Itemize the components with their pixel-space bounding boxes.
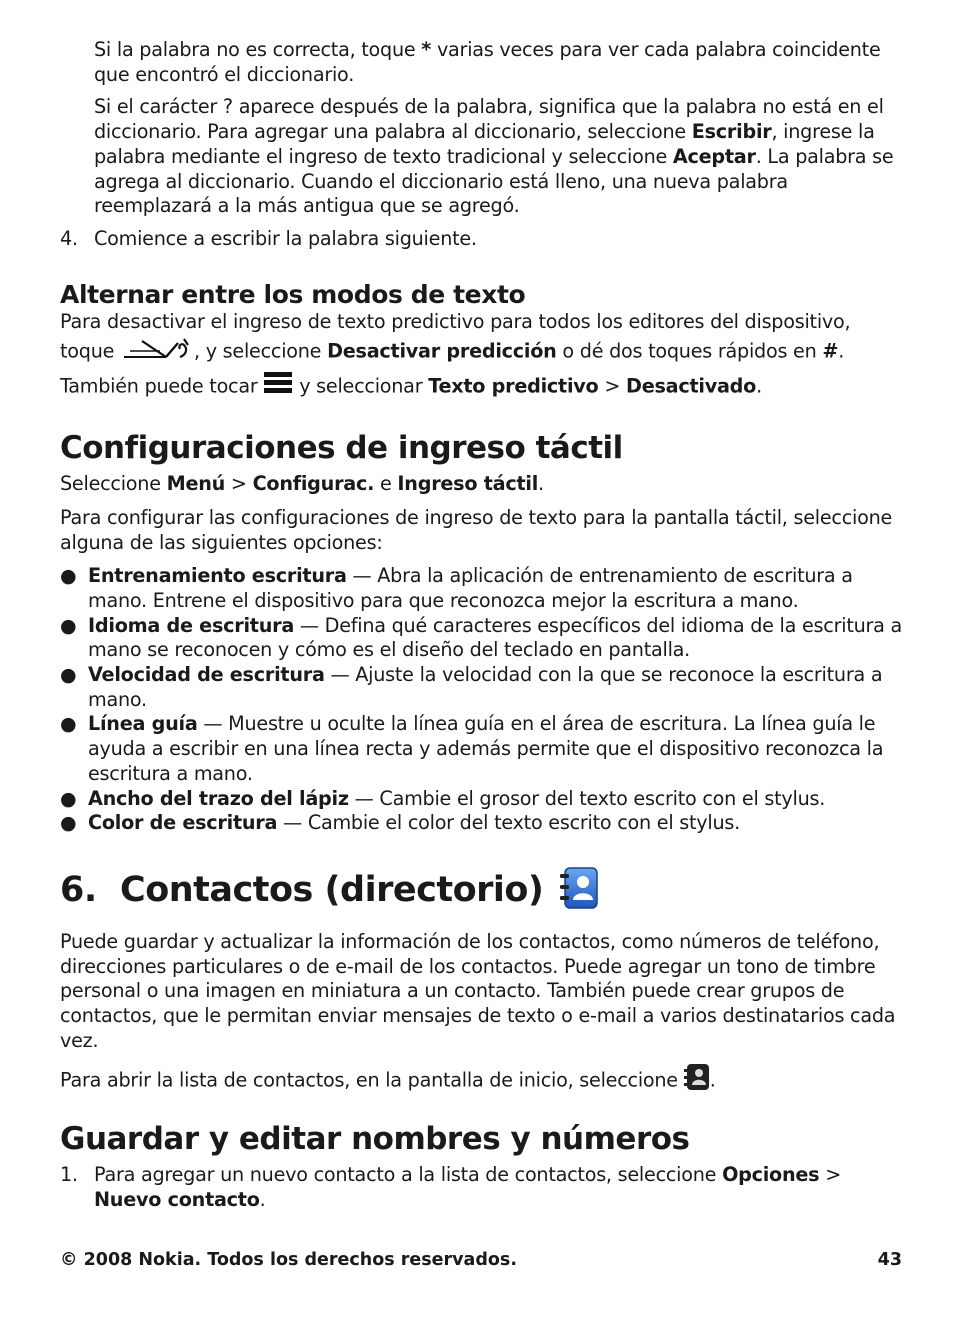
bullet-icon: ● xyxy=(60,787,77,810)
document-page xyxy=(60,38,904,1213)
chapter-title: 6. Contactos (directorio) xyxy=(60,869,544,910)
modes-paragraph: Para desactivar el ingreso de texto predictivo para todos los editores del dispositivo, toque , y seleccione Desactivar predicción o dé dos toques rápidos en #. También puede tocar y seleccionar Texto predictivo > Desactivado. xyxy=(60,309,904,405)
contacts-small-icon[interactable] xyxy=(684,1063,710,1099)
touch-select-path: Seleccione Menú > Configurac. e Ingreso táctil. xyxy=(60,472,544,496)
menu-lines-icon xyxy=(263,369,293,405)
section-heading-modes: Alternar entre los modos de texto xyxy=(60,279,526,309)
copyright-text: © 2008 Nokia. Todos los derechos reservados. xyxy=(60,1250,517,1270)
step-1 xyxy=(60,1163,904,1212)
intro-paragraph-1: Si la palabra no es correcta, toque * varias veces para ver cada palabra coincidente que encontró el diccionario. xyxy=(94,38,881,86)
bullet-icon: ● xyxy=(60,565,77,588)
touch-paragraph: Para configurar las configuraciones de ingreso de texto para la pantalla táctil, seleccione alguna de las siguientes opciones: xyxy=(60,505,893,554)
chapter-paragraph-2: Para abrir la lista de contactos, en la pantalla de inicio, seleccione . xyxy=(60,1063,904,1099)
list-item: ● Línea guía — Muestre u oculte la línea guía en el área de escritura. La línea guía le ayuda a escribir en una línea recta y además permite que el dispositivo reconozca la escritura a mano. xyxy=(60,712,884,785)
chapter-paragraph-1: Puede guardar y actualizar la información de los contactos, como números de teléfono, direcciones particulares o de e-mail de los contactos. Puede agregar un tono de timbre personal o una imagen en miniatura a un contacto. También puede crear grupos de contactos, que le permitan enviar mensajes de texto o e-mail a varios destinatarios cada vez. xyxy=(60,929,896,1052)
intro-paragraph-2: Si el carácter ? aparece después de la palabra, significa que la palabra no está en el diccionario. Para agregar una palabra al diccionario, seleccione Escribir, ingrese la palabra mediante el ingreso de texto tradicional y seleccione Aceptar. La palabra se agrega al diccionario. Cuando el diccionario está lleno, una nueva palabra reemplazará a la más antigua que se agregó. xyxy=(94,95,894,218)
page-footer xyxy=(60,1250,902,1270)
bullet-icon: ● xyxy=(60,713,77,736)
step-number: 4. xyxy=(60,226,78,250)
list-item: ● Entrenamiento escritura — Abra la aplicación de entrenamiento de escritura a mano. Entrene el dispositivo para que reconozca mejor la escritura a mano. xyxy=(60,564,853,612)
bullet-icon: ● xyxy=(60,664,77,687)
step-4 xyxy=(60,227,904,252)
list-item: ● Velocidad de escritura — Ajuste la velocidad con la que se reconoce la escritura a mano. xyxy=(60,663,883,711)
bullet-icon: ● xyxy=(60,812,77,835)
bullet-icon: ● xyxy=(60,614,77,637)
list-item: ● Idioma de escritura — Defina qué caracteres específicos del idioma de la escritura a mano se reconocen y cómo es el diseño del teclado en pantalla. xyxy=(60,613,903,662)
list-item: ● Ancho del trazo del lápiz — Cambie el grosor del texto escrito con el stylus. xyxy=(60,786,826,810)
step-text: Comience a escribir la palabra siguiente. xyxy=(94,226,477,250)
page-number: 43 xyxy=(877,1250,902,1270)
list-item: ● Color de escritura — Cambie el color del texto escrito con el stylus. xyxy=(60,811,740,835)
section-heading-touch: Configuraciones de ingreso táctil xyxy=(60,430,623,467)
step-number: 1. xyxy=(60,1163,78,1187)
contacts-book-icon xyxy=(559,866,599,914)
step-text: Para agregar un nuevo contacto a la lista de contactos, seleccione Opciones > Nuevo contacto. xyxy=(94,1163,842,1212)
chapter-heading xyxy=(60,866,904,914)
section-heading-save: Guardar y editar nombres y números xyxy=(60,1121,690,1158)
touch-options-list xyxy=(60,564,904,836)
pen-check-icon xyxy=(120,335,194,369)
